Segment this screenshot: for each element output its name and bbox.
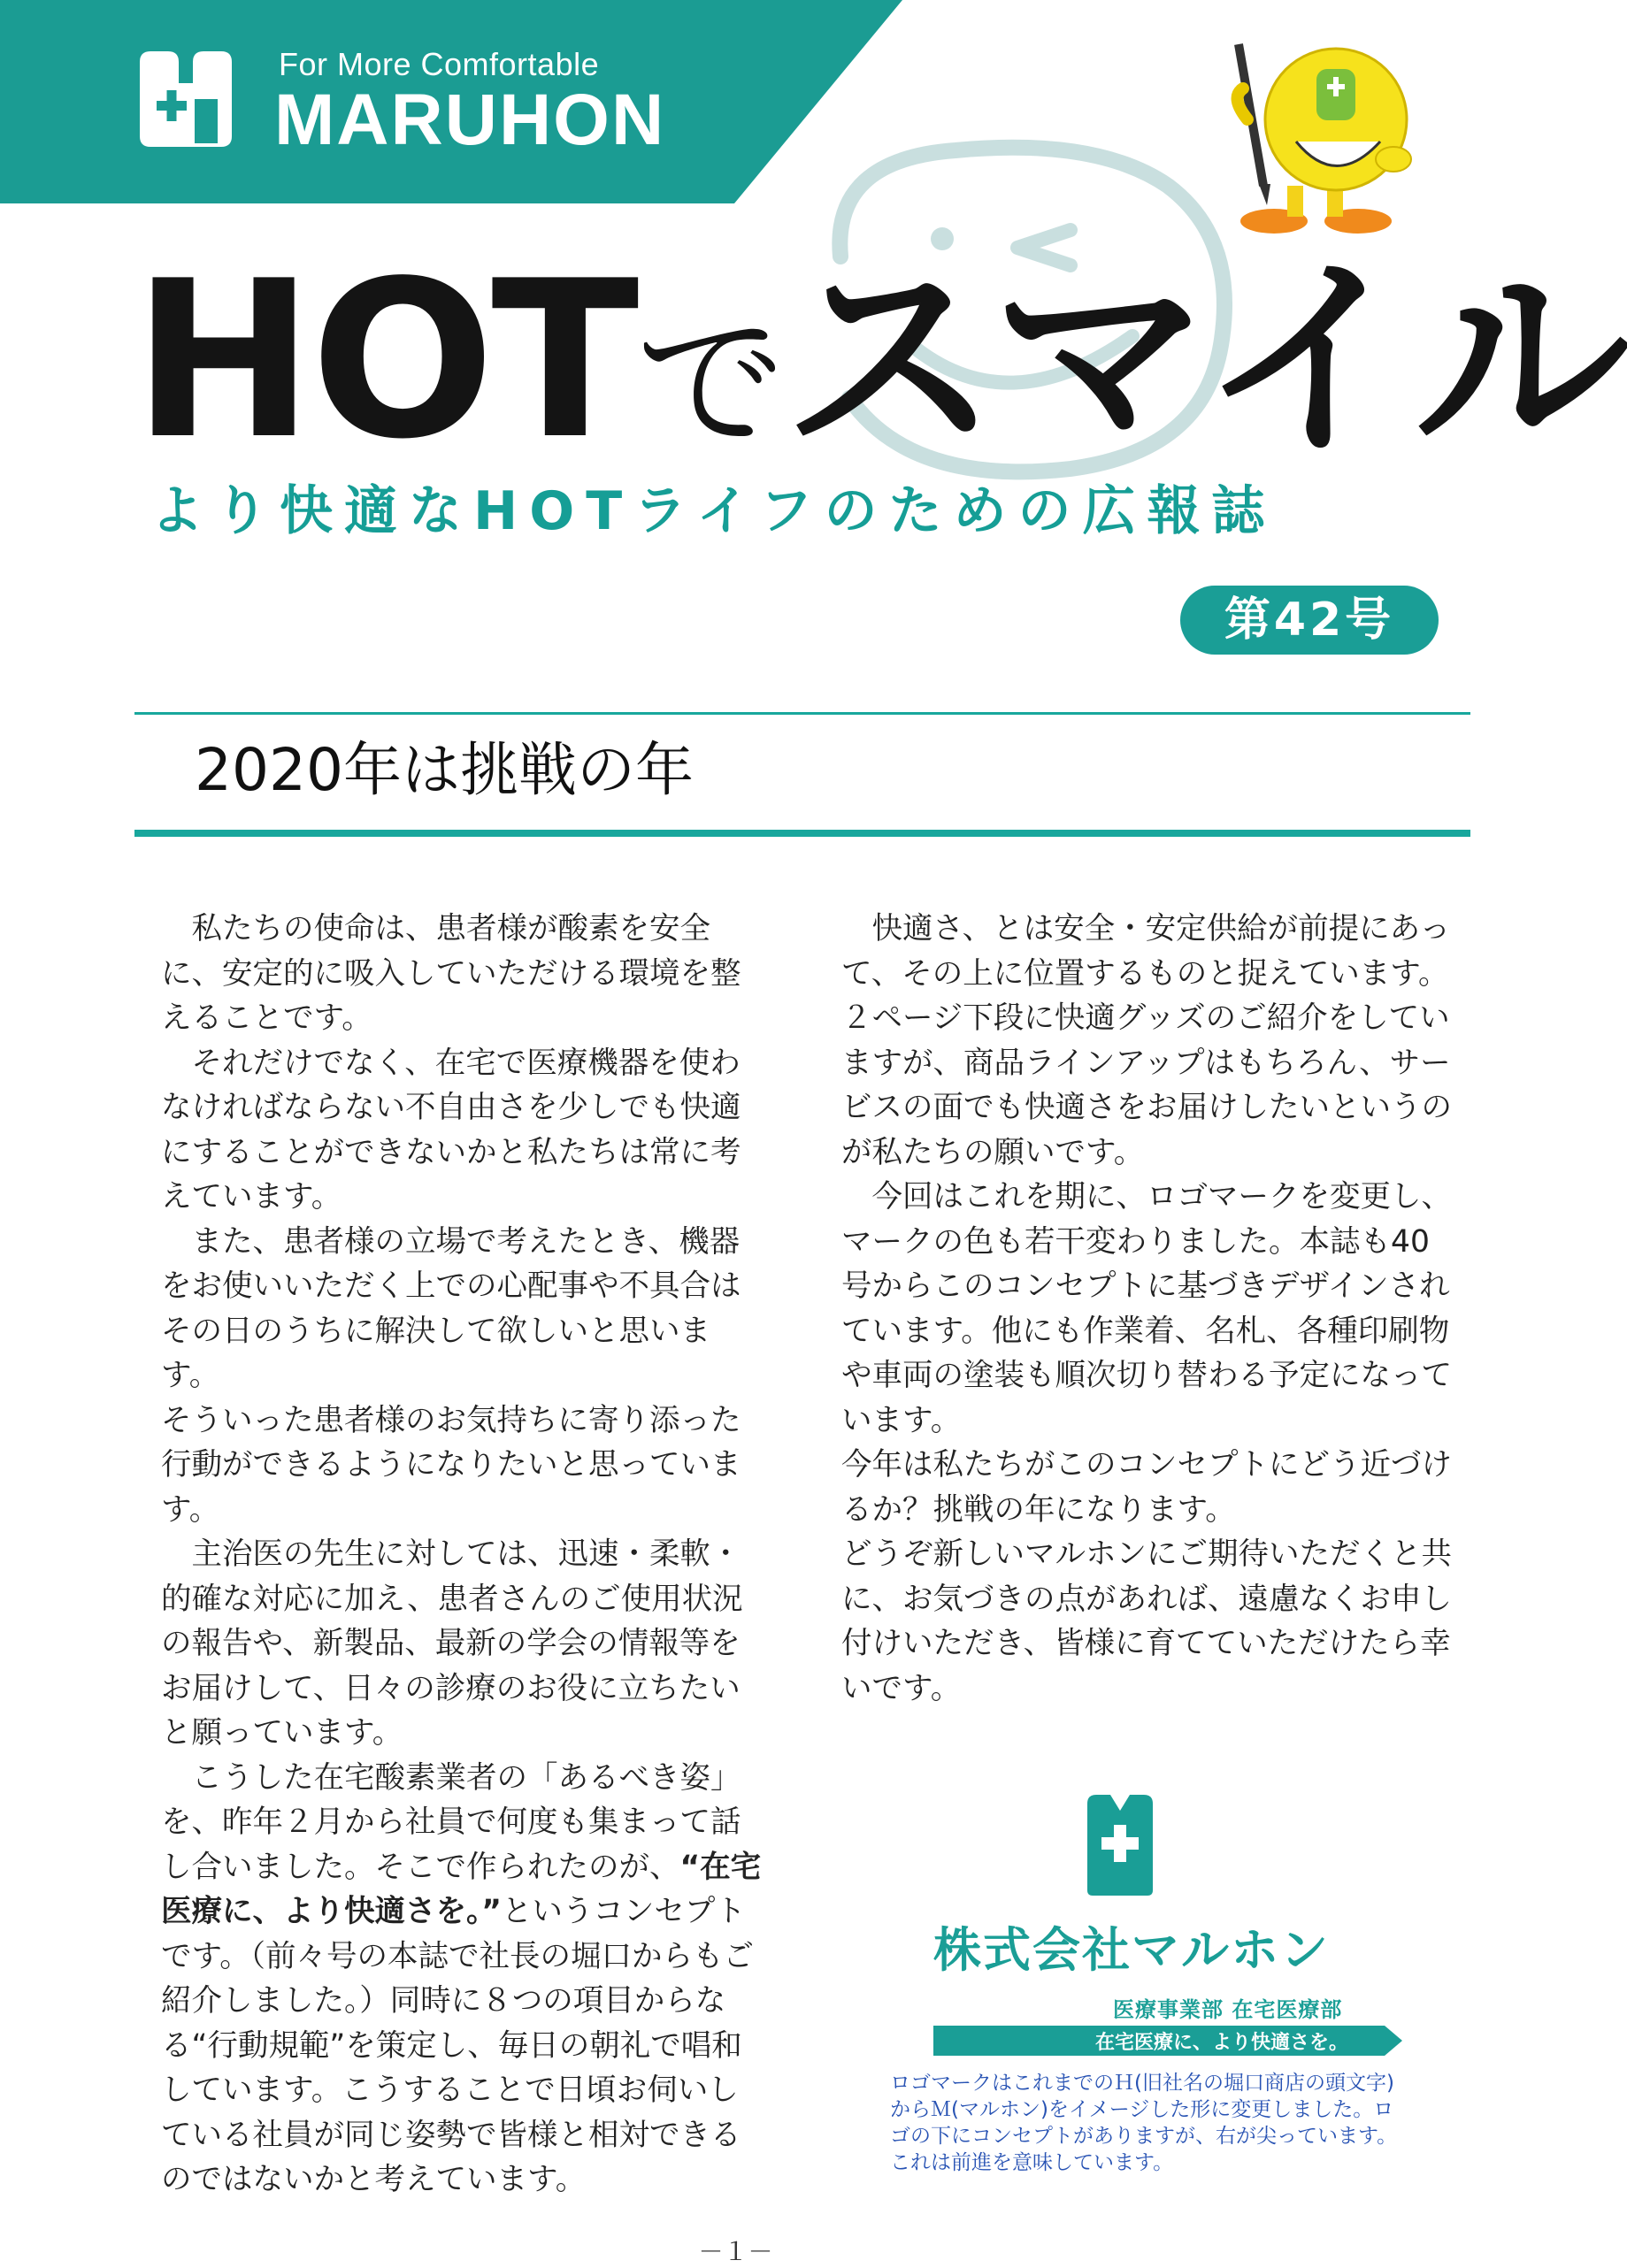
- paragraph-text: こうした在宅酸素業者の「あるべき姿」を、昨年２月から社員で何度も集まって話し合いました。そこで作られたのが、: [161, 1759, 741, 1885]
- maruhon-logo-icon: [133, 46, 239, 152]
- paragraph: 今年は私たちがこのコンセプトにどう近づけるか？挑戦の年になります。: [841, 1447, 1452, 1528]
- magazine-subtitle: より快適なHOTライフのための広報誌: [150, 480, 1277, 542]
- paragraph: 私たちの使命は、患者様が酸素を安全に、安定的に吸入していただける環境を整えることです。: [161, 911, 741, 1036]
- concept-quote: “在宅医療に、より快適さを。”: [161, 1849, 762, 1929]
- magazine-title: [133, 234, 1627, 487]
- paragraph: 主治医の先生に対しては、迅速・柔軟・的確な対応に加え、患者さんのご使用状況の報告や、新製品、最新の学会の情報等をお届けして、日々の診療のお役に立ちたいと願っています。: [161, 1536, 743, 1751]
- company-name: 株式会社マルホン: [933, 1922, 1330, 1978]
- logo-note: ロゴマークはこれまでのＨ(旧社名の堀口商店の頭文字)からＭ(マルホン)をイメージした形に変更しました。ロゴの下にコンセプトがありますが、右が尖っています。これは前進を意味しています。: [890, 2072, 1398, 2174]
- title-de: で: [635, 296, 783, 471]
- paragraph-text: というコンセプトです。（前々号の本誌で社長の堀口からもご紹介しました。）同時に８つの項目からなる“行動規範”を策定し、毎日の朝礼で唱和しています。こうすることで日頃お伺いしている社員が同じ姿勢で皆様と相対できるのではないかと考えています。: [161, 1894, 754, 2197]
- headline-top-rule: [134, 712, 1470, 715]
- header-tagline: For More Comfortable: [279, 46, 600, 82]
- paragraph: [161, 1756, 767, 2203]
- company-logo-icon: [1084, 1791, 1156, 1899]
- page-number: －１－: [698, 2237, 773, 2266]
- article-column-right: [841, 907, 1452, 1711]
- paragraph: 快適さ、とは安全・安定供給が前提にあって、その上に位置するものと捉えています。２ページ下段に快適グッズのご紹介をしていますが、商品ラインアップはもちろん、サービスの面でも快適さをお届けしたいというのが私たちの願いです。: [841, 911, 1452, 1170]
- mascot-icon: [1212, 35, 1451, 248]
- issue-badge: 第42号: [1180, 586, 1439, 655]
- paragraph: 今回はこれを期に、ロゴマークを変更し、マークの色も若干変わりました。本誌も40号からこのコンセプトに基づきデザインされています。他にも作業着、名札、各種印刷物や車両の塗装も順次切り替わる予定になっています。: [841, 1179, 1452, 1438]
- paragraph: どうぞ新しいマルホンにご期待いただくと共に、お気づきの点があれば、遠慮なくお申し付けいただき、皆様に育てていただけたら幸いです。: [841, 1536, 1452, 1706]
- paragraph: また、患者様の立場で考えたとき、機器をお使いいただく上での心配事や不具合はその日のうちに解決して欲しいと思います。: [161, 1223, 741, 1393]
- title-hot: HOT: [133, 234, 636, 487]
- article-headline: 2020年は挑戦の年: [195, 736, 694, 804]
- header-brand: MARUHON: [274, 80, 666, 160]
- paragraph: そういった患者様のお気持ちに寄り添った行動ができるようになりたいと思っています。: [161, 1402, 741, 1528]
- article-column-left: [161, 907, 767, 2203]
- headline-bottom-rule: [134, 830, 1470, 837]
- company-division: 医療事業部 在宅医療部: [1113, 1997, 1343, 2022]
- paragraph: それだけでなく、在宅で医療機器を使わなければならない不自由さを少しでも快適にすることができないかと私たちは常に考えています。: [161, 1045, 741, 1214]
- concept-text: 在宅医療に、より快適さを。: [1095, 2032, 1349, 2054]
- title-smile: スマイル: [782, 234, 1627, 487]
